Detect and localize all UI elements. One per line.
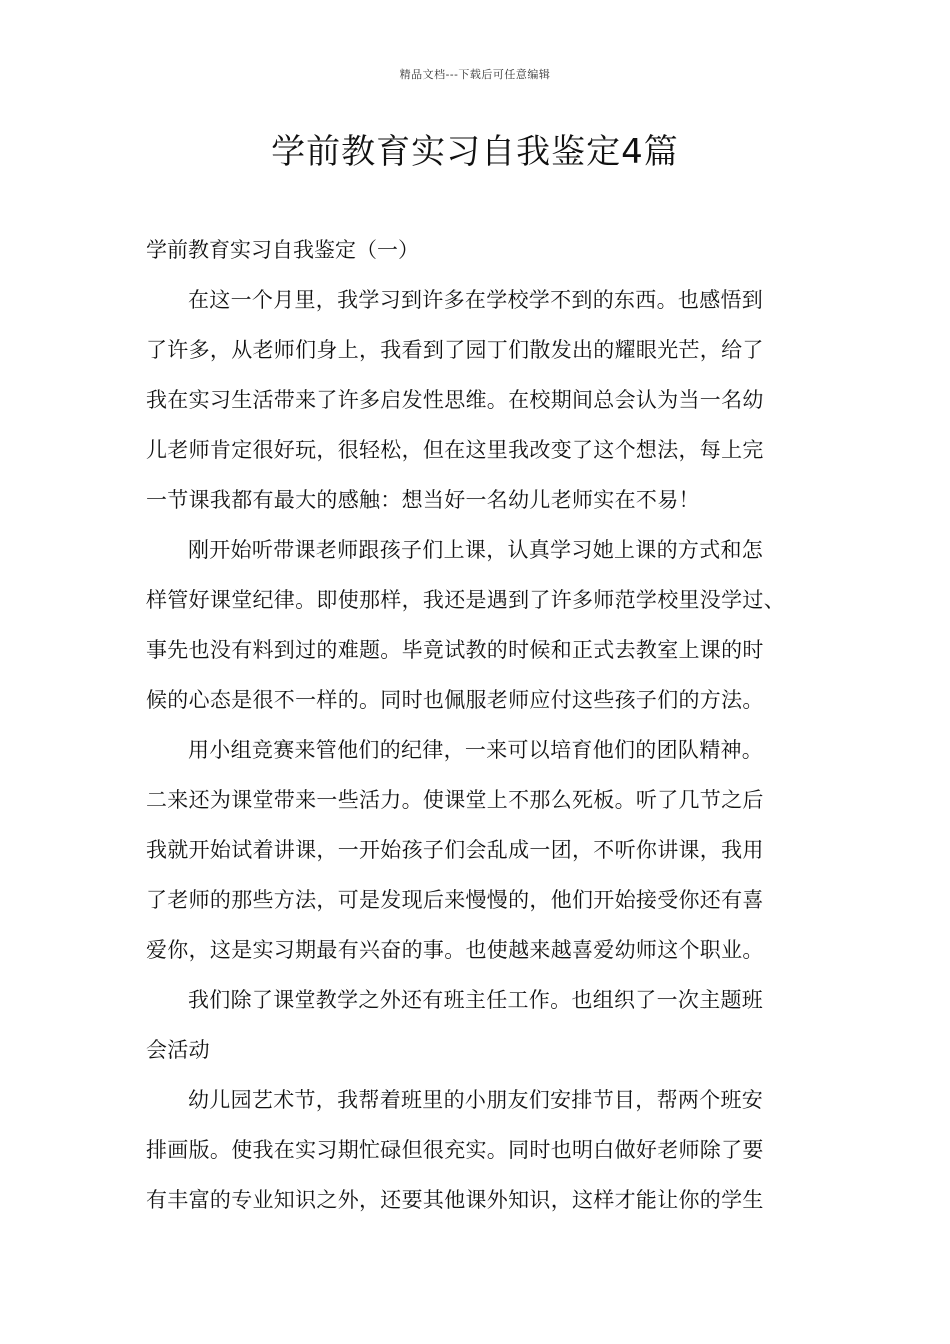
text-line: 幼儿园艺术节，我帮着班里的小朋友们安排节目，帮两个班安 [188,1088,764,1112]
text-line: 我在实习生活带来了许多启发性思维。在校期间总会认为当一名幼 [146,388,764,412]
text-line: 儿老师肯定很好玩，很轻松，但在这里我改变了这个想法，每上完 [146,438,764,462]
text-line: 有丰富的专业知识之外，还要其他课外知识，这样才能让你的学生 [146,1188,764,1212]
text-line: 了老师的那些方法，可是发现后来慢慢的，他们开始接受你还有喜 [146,888,764,912]
text-line: 用小组竞赛来管他们的纪律，一来可以培育他们的团队精神。 [188,738,764,762]
text-line: 排画版。使我在实习期忙碌但很充实。同时也明白做好老师除了要 [146,1138,764,1162]
text-line: 爱你，这是实习期最有兴奋的事。也使越来越喜爱幼师这个职业。 [146,938,764,962]
document-body [146,230,826,1230]
text-line: 候的心态是很不一样的。同时也佩服老师应付这些孩子们的方法。 [146,688,764,712]
header-note: 精品文档---下载后可任意编辑 [399,68,551,81]
text-line: 样管好课堂纪律。即使那样，我还是遇到了许多师范学校里没学过、 [146,588,785,612]
text-line: 事先也没有料到过的难题。毕竟试教的时候和正式去教室上课的时 [146,638,764,662]
text-line: 在这一个月里，我学习到许多在学校学不到的东西。也感悟到 [188,288,764,312]
document-title: 学前教育实习自我鉴定4篇 [271,132,679,172]
text-line: 我就开始试着讲课，一开始孩子们会乱成一团，不听你讲课，我用 [146,838,764,862]
text-line: 刚开始听带课老师跟孩子们上课，认真学习她上课的方式和怎 [188,538,764,562]
text-line: 二来还为课堂带来一些活力。使课堂上不那么死板。听了几节之后 [146,788,764,812]
paragraph-lines [146,280,826,1220]
text-line: 我们除了课堂教学之外还有班主任工作。也组织了一次主题班 [188,988,764,1012]
text-line: 一节课我都有最大的感触：想当好一名幼儿老师实在不易！ [146,488,700,512]
text-line: 了许多，从老师们身上，我看到了园丁们散发出的耀眼光芒，给了 [146,338,764,362]
section-heading: 学前教育实习自我鉴定（一） [146,238,419,262]
text-line: 会活动 [146,1038,210,1062]
